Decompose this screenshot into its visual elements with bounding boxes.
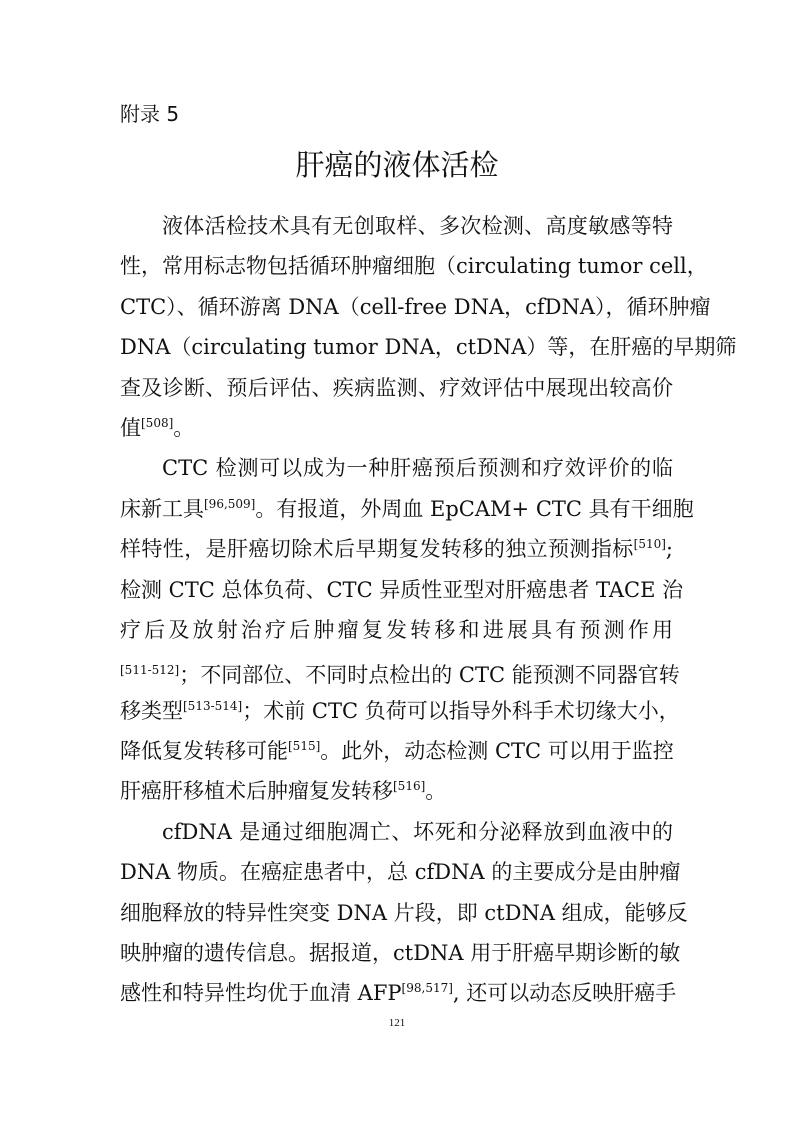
citation: [96,509]	[204, 496, 256, 511]
citation: [510]	[633, 537, 666, 552]
paragraph-line: 疗后及放射治疗后肿瘤复发转移和进展具有预测作用	[120, 617, 673, 642]
paragraph-line: 样特性，是肝癌切除术后早期复发转移的独立预测指标[510];	[120, 537, 673, 562]
paragraph-line: [511-512]；不同部位、不同时点检出的 CTC 能预测不同器官转	[120, 663, 680, 688]
paragraph-line: DNA（circulating tumor DNA，ctDNA）等，在肝癌的早期筛	[120, 335, 737, 360]
paragraph-line: 映肿瘤的遗传信息。据报道，ctDNA 用于肝癌早期诊断的敏	[120, 941, 681, 966]
citation: [98,517]	[401, 981, 453, 996]
citation: [508]	[141, 415, 174, 430]
citation: [515]	[288, 739, 321, 754]
paragraph-line: 液体活检技术具有无创取样、多次检测、高度敏感等特	[162, 214, 673, 238]
paragraph-line: 感性和特异性均优于血清 AFP[98,517], 还可以动态反映肝癌手	[120, 981, 677, 1006]
paragraph-line: cfDNA 是通过细胞凋亡、坏死和分泌释放到血液中的	[162, 819, 673, 844]
paragraph-line: 值[508]。	[120, 415, 195, 440]
page-number: 121	[388, 1017, 406, 1029]
paragraph-line: 降低复发转移可能[515]。此外，动态检测 CTC 可以用于监控	[120, 739, 674, 764]
paragraph-line: 查及诊断、预后评估、疾病监测、疗效评估中展现出较高价	[120, 375, 673, 400]
paragraph-line: 肝癌肝移植术后肿瘤复发转移[516]。	[120, 779, 447, 804]
citation: [511-512]	[120, 663, 180, 678]
paragraph-line: 细胞释放的特异性突变 DNA 片段，即 ctDNA 组成，能够反	[120, 900, 688, 925]
body-text	[120, 206, 737, 1014]
citation: [513-514]	[183, 698, 243, 713]
citation: [516]	[393, 779, 426, 794]
paragraph-line: CTC 检测可以成为一种肝癌预后预测和疗效评价的临	[162, 456, 673, 481]
paragraph-line: 性，常用标志物包括循环肿瘤细胞（circulating tumor cell，	[120, 254, 708, 279]
appendix-label: 附录 5	[120, 102, 180, 126]
paragraph-line: 移类型[513-514]；术前 CTC 负荷可以指导外科手术切缘大小，	[120, 698, 680, 723]
paragraph-line: DNA 物质。在癌症患者中，总 cfDNA 的主要成分是由肿瘤	[120, 860, 681, 885]
page-title: 肝癌的液体活检	[295, 148, 499, 182]
paragraph-line: CTC）、循环游离 DNA（cell-free DNA，cfDNA），循环肿瘤	[120, 294, 711, 319]
paragraph-line: 检测 CTC 总体负荷、CTC 异质性亚型对肝癌患者 TACE 治	[120, 577, 684, 602]
paragraph-line: 床新工具[96,509]。有报道，外周血 EpCAM+ CTC 具有干细胞	[120, 496, 694, 521]
